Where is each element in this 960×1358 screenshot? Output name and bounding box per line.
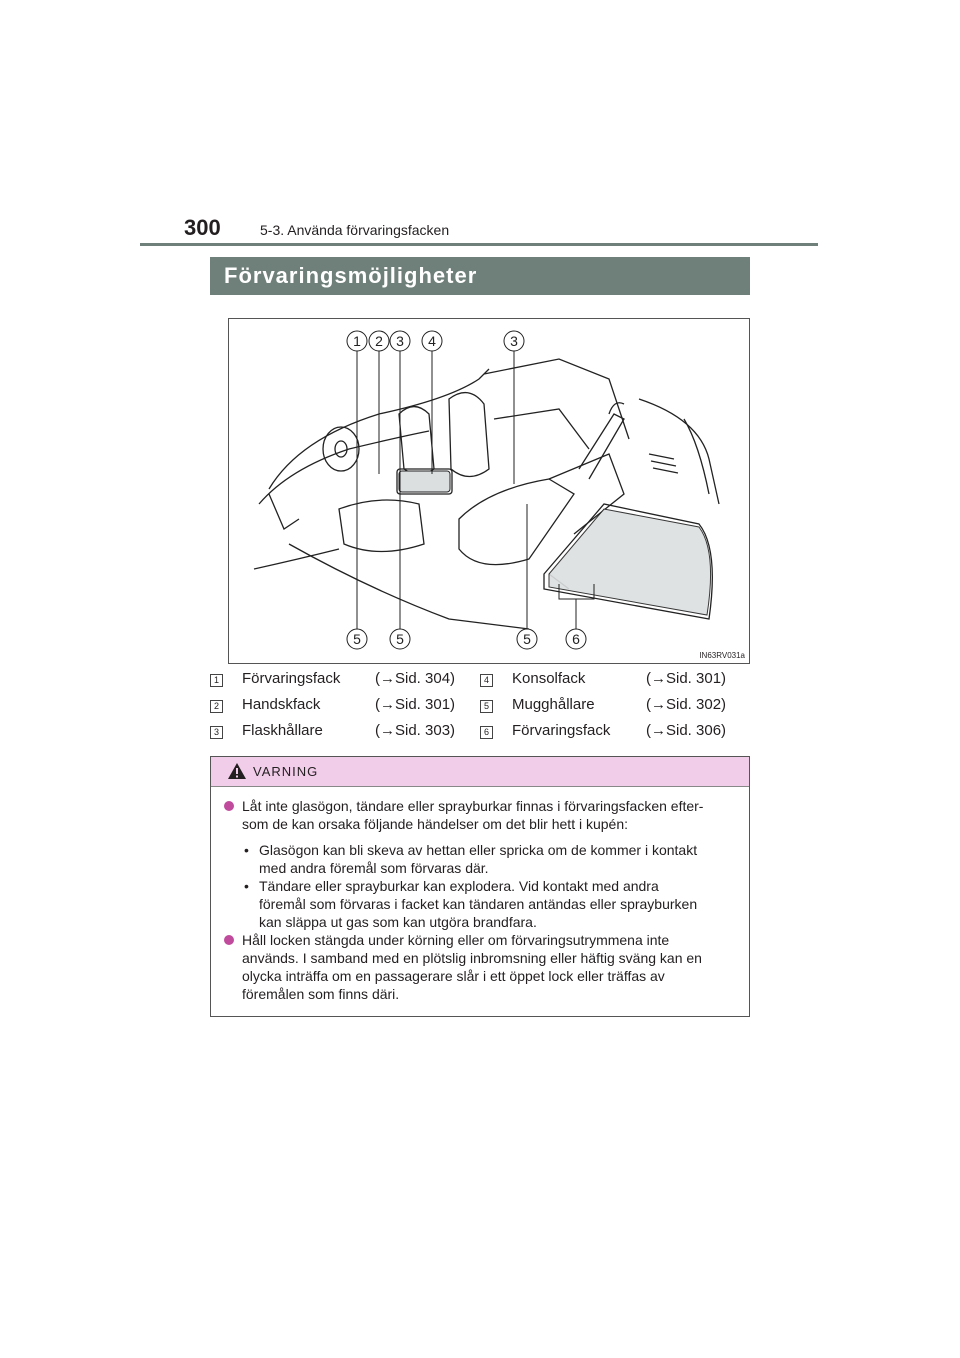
legend-item — [210, 720, 480, 746]
warning-line: Tändare eller sprayburkar kan explodera. Vid kontakt med andra — [259, 878, 659, 894]
warning-line: föremål som förvaras i facket kan tändaren antändas eller sprayburken — [259, 896, 698, 912]
callout-4-label: 4 — [428, 333, 436, 349]
legend-label: Konsolfack — [512, 670, 586, 687]
warning-box — [210, 756, 750, 1017]
callout-5c-label: 5 — [523, 631, 531, 647]
warning-header — [211, 757, 749, 787]
legend-ref: (→Sid. 301) — [375, 696, 456, 713]
legend-item — [480, 694, 750, 720]
legend-ref: (→Sid. 304) — [375, 670, 456, 687]
legend-number: 4 — [480, 674, 493, 687]
warning-line: används. I samband med en plötslig inbromsning eller häftig sväng kan en — [242, 950, 702, 966]
callout-2-label: 2 — [375, 333, 383, 349]
warning-line: kan släppa ut gas som kan utgöra brandfara. — [259, 914, 537, 930]
sub-bullet: • — [244, 842, 249, 858]
warning-line: Låt inte glasögon, tändare eller sprayburkar finnas i förvaringsfacken efter- — [242, 798, 704, 814]
legend-number: 2 — [210, 700, 223, 713]
legend-item — [480, 668, 750, 694]
legend-ref: (→Sid. 301) — [646, 670, 727, 687]
legend-number: 6 — [480, 726, 493, 739]
warning-line: Håll locken stängda under körning eller om förvaringsutrymmena inte — [242, 932, 670, 948]
section-label: 5-3. Använda förvaringsfacken — [260, 222, 450, 238]
legend-number: 1 — [210, 674, 223, 687]
callout-5a-label: 5 — [353, 631, 361, 647]
warning-text — [242, 931, 742, 1003]
bullet-dot-icon — [224, 935, 234, 945]
legend-number: 3 — [210, 726, 223, 739]
legend-ref: (→Sid. 303) — [375, 722, 456, 739]
figure-id: IN63RV031a — [699, 651, 745, 660]
legend-item — [480, 720, 750, 746]
legend-label: Flaskhållare — [242, 722, 323, 739]
legend-ref: (→Sid. 306) — [646, 722, 727, 739]
legend-item — [210, 668, 480, 694]
legend-label: Handskfack — [242, 696, 321, 713]
warning-line: olycka inträffa om en passagerare slår i ett öppet lock eller träffas av — [242, 968, 665, 984]
car-interior-illustration — [229, 319, 751, 665]
callout-3b-label: 3 — [510, 333, 518, 349]
warning-triangle-icon — [227, 762, 247, 780]
legend-number: 5 — [480, 700, 493, 713]
legend-label: Förvaringsfack — [512, 722, 611, 739]
warning-subitem — [244, 877, 742, 931]
sub-bullet: • — [244, 878, 249, 894]
legend-label: Förvaringsfack — [242, 670, 341, 687]
legend-label: Mugghållare — [512, 696, 595, 713]
warning-label: VARNING — [253, 764, 319, 779]
bullet-dot-icon — [224, 801, 234, 811]
callout-3a-label: 3 — [396, 333, 404, 349]
callout-1-label: 1 — [353, 333, 361, 349]
page-number: 300 — [184, 215, 221, 240]
warning-text — [242, 797, 742, 833]
warning-line: föremålen som finns däri. — [242, 986, 400, 1002]
interior-figure — [228, 318, 750, 664]
callout-5b-label: 5 — [396, 631, 404, 647]
warning-line: Glasögon kan bli skeva av hettan eller spricka om de kommer i kontakt — [259, 842, 698, 858]
page-title: Förvaringsmöjligheter — [210, 257, 750, 295]
callout-6-label: 6 — [572, 631, 580, 647]
legend-item — [210, 694, 480, 720]
warning-line: med andra föremål som förvaras där. — [259, 860, 489, 876]
warning-line: som de kan orsaka följande händelser om det blir hett i kupén: — [242, 816, 629, 832]
header-rule — [140, 243, 818, 246]
legend-ref: (→Sid. 302) — [646, 696, 727, 713]
warning-subitem — [244, 841, 742, 877]
